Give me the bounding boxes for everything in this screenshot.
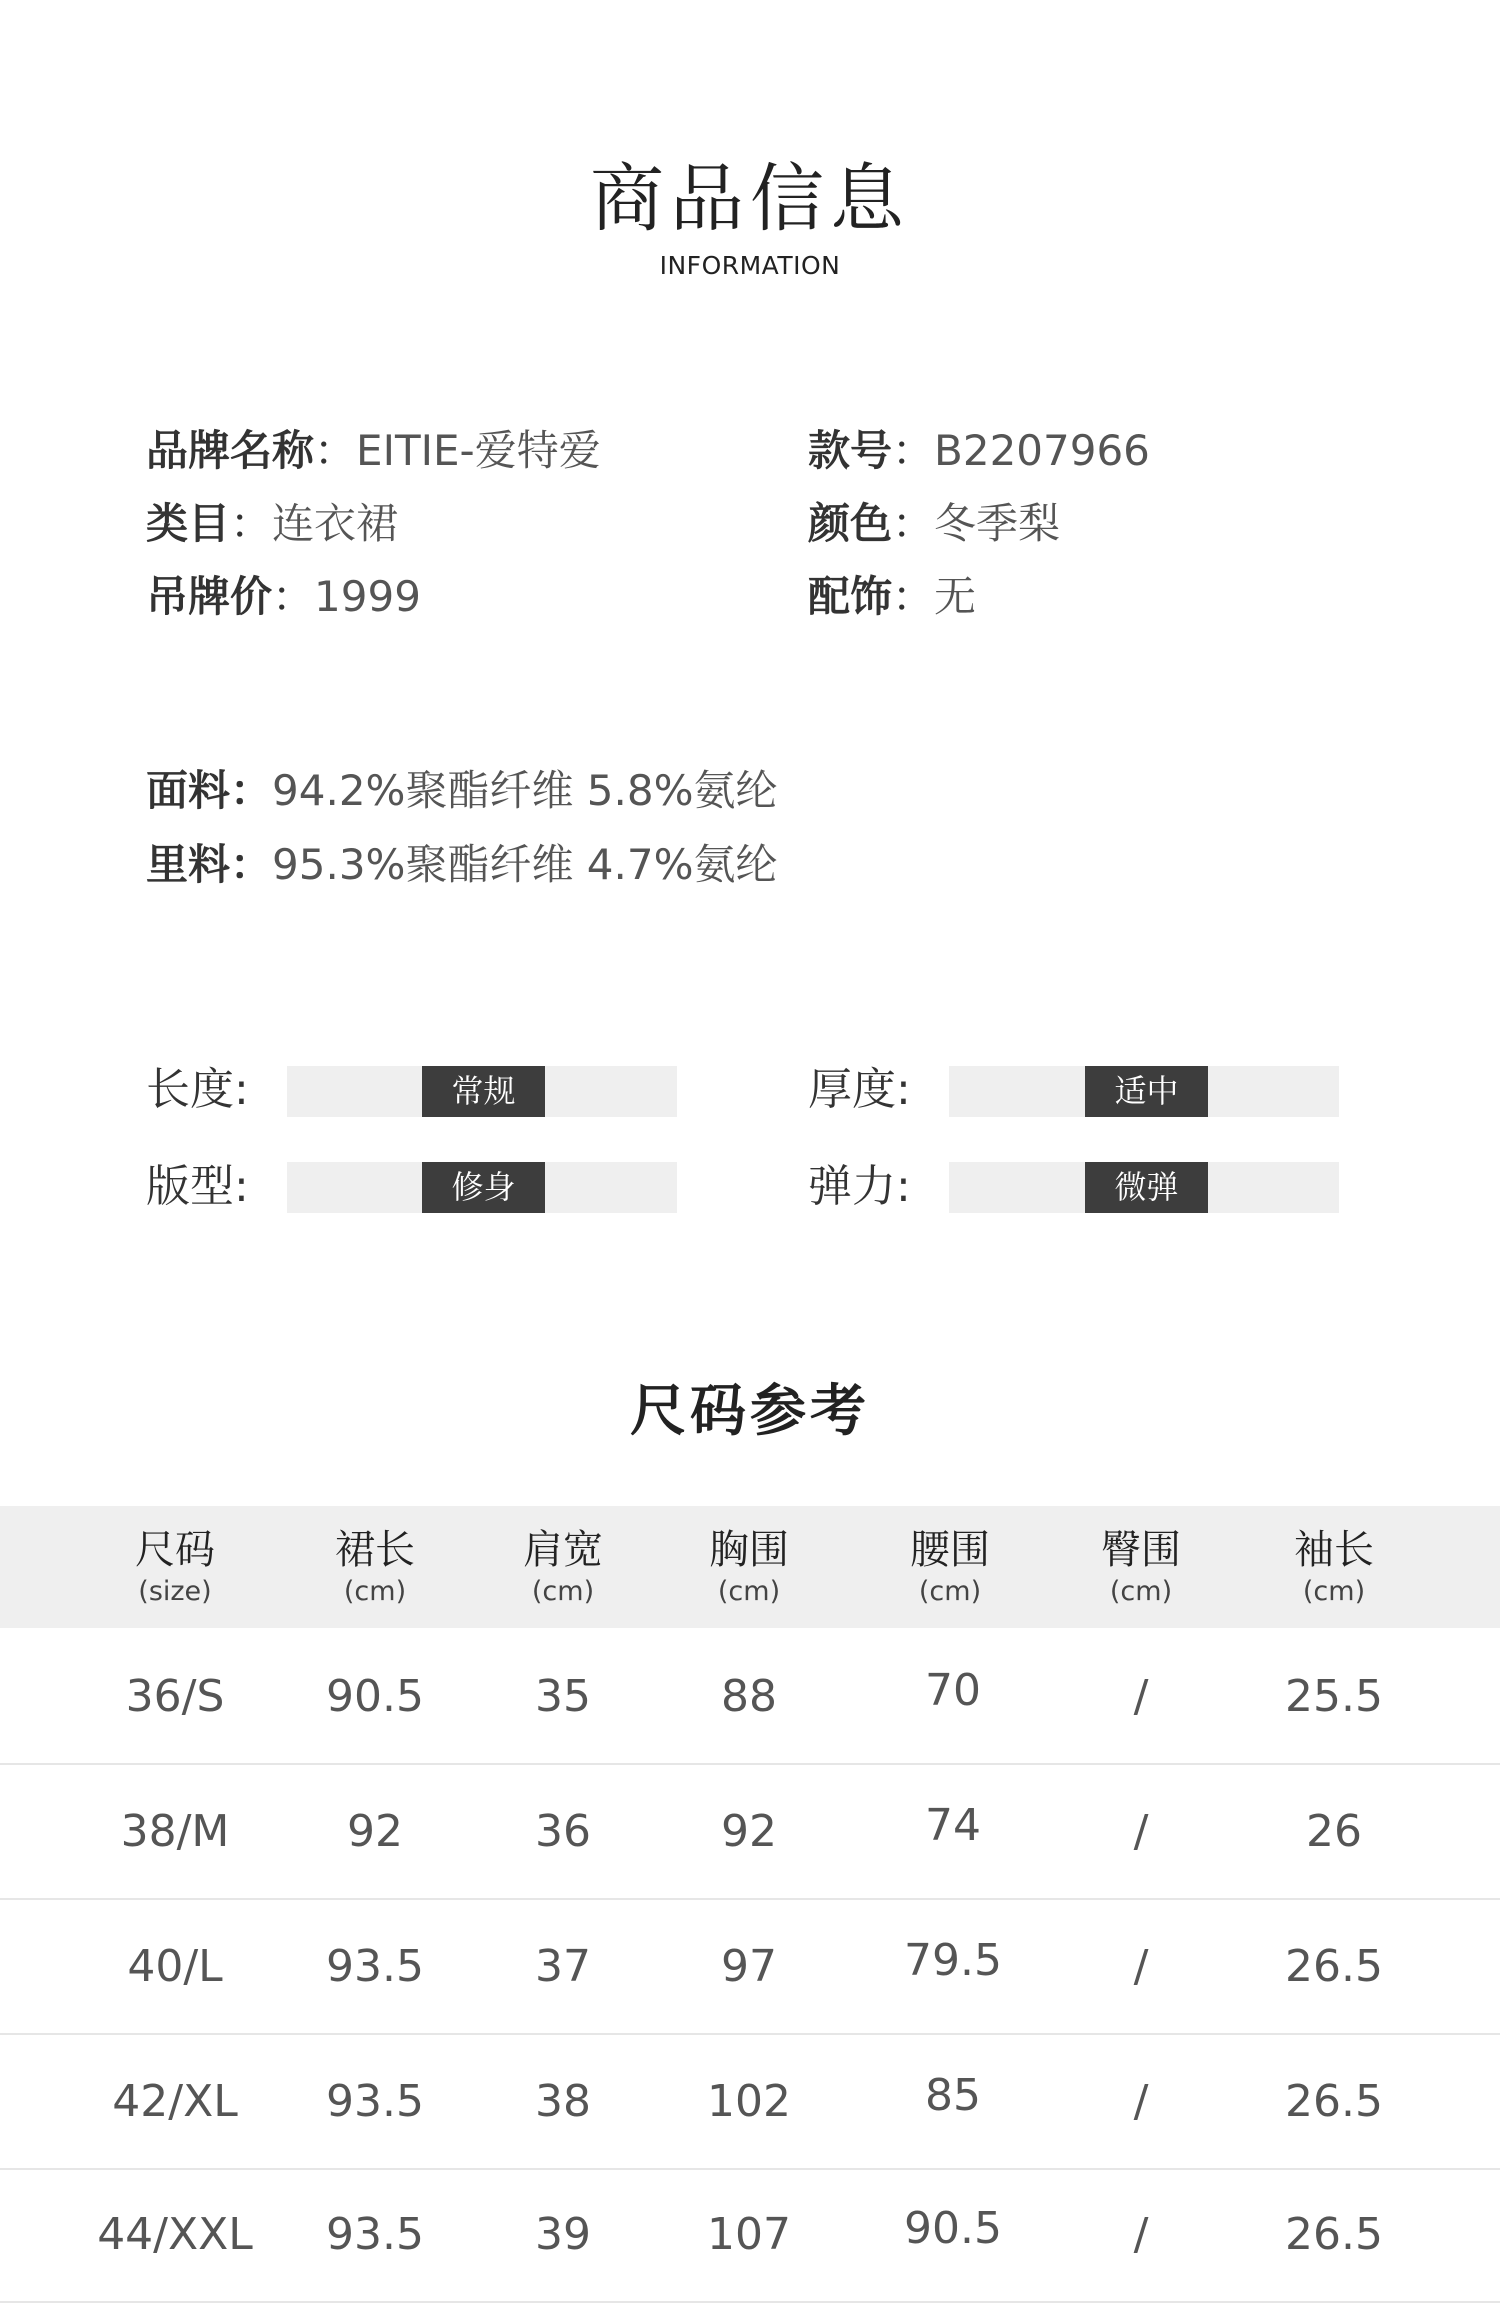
style-no-row: [808, 426, 1150, 475]
table-cell: /: [1133, 1806, 1149, 1857]
column-header: [1234, 1506, 1434, 1605]
table-cell: 25.5: [1285, 1671, 1383, 1722]
column-unit: (cm): [1302, 1576, 1366, 1607]
column-unit: (cm): [717, 1576, 781, 1607]
table-cell: 38/M: [120, 1806, 230, 1857]
thickness-label-text: 厚度: [808, 1064, 896, 1115]
lining-fabric-row: [146, 840, 778, 889]
outer-fabric-value: 94.2%聚酯纤维 5.8%氨纶: [272, 766, 778, 815]
brand-row: [146, 426, 601, 475]
stretch-label-text: 弹力: [808, 1161, 896, 1212]
table-cell: 93.5: [326, 2076, 424, 2127]
table-row: [0, 1630, 1500, 1765]
table-cell: 102: [707, 2076, 791, 2127]
table-row: [0, 1765, 1500, 1900]
table-cell: 26.5: [1285, 2076, 1383, 2127]
table-cell: /: [1133, 2209, 1149, 2260]
table-cell: 36: [535, 1806, 591, 1857]
page-subtitle: INFORMATION: [659, 251, 841, 280]
table-cell: 85: [925, 2070, 981, 2121]
table-row: [0, 1900, 1500, 2035]
accessory-label: 配饰: [808, 572, 893, 621]
accessory-row: [808, 572, 977, 621]
color-row: [808, 499, 1061, 548]
table-cell: 40/L: [127, 1941, 223, 1992]
table-cell: 90.5: [326, 1671, 424, 1722]
price-separator: ：: [272, 572, 315, 621]
thickness-bar: [949, 1066, 1339, 1117]
table-cell: 26: [1306, 1806, 1362, 1857]
stretch-chip: 微弹: [1085, 1162, 1208, 1213]
fit-bar: [287, 1162, 677, 1213]
table-cell: /: [1133, 1671, 1149, 1722]
table-cell: 74: [925, 1800, 981, 1851]
stretch-bar: [949, 1162, 1339, 1213]
price-row: [146, 572, 421, 621]
table-cell: 90.5: [904, 2203, 1002, 2254]
color-label: 颜色: [808, 499, 893, 548]
page-title: 商品信息: [590, 156, 910, 242]
outer-fabric-row: [146, 766, 778, 815]
table-cell: 37: [535, 1941, 591, 1992]
table-cell: 26.5: [1285, 2209, 1383, 2260]
brand-value: EITIE-爱特爱: [356, 426, 601, 475]
column-name: 裙长: [335, 1527, 415, 1573]
length-label: [146, 1064, 249, 1115]
table-cell: 70: [925, 1665, 981, 1716]
length-separator: :: [234, 1064, 249, 1115]
column-header: [275, 1506, 475, 1605]
thickness-chip: 适中: [1085, 1066, 1208, 1117]
table-cell: 38: [535, 2076, 591, 2127]
table-cell: 26.5: [1285, 1941, 1383, 1992]
column-unit: (size): [138, 1576, 212, 1607]
column-name: 尺码: [135, 1527, 215, 1573]
column-name: 臀围: [1101, 1527, 1181, 1573]
column-unit: (cm): [918, 1576, 982, 1607]
stretch-label: [808, 1161, 911, 1212]
brand-label: 品牌名称: [146, 426, 315, 475]
table-cell: 93.5: [326, 1941, 424, 1992]
length-bar: [287, 1066, 677, 1117]
column-unit: (cm): [343, 1576, 407, 1607]
style-no-label: 款号: [808, 426, 893, 475]
table-row: [0, 2168, 1500, 2303]
category-label: 类目: [146, 499, 231, 548]
table-cell: 42/XL: [112, 2076, 238, 2127]
style-no-separator: ：: [892, 426, 935, 475]
fit-label: [146, 1161, 249, 1212]
table-cell: 97: [721, 1941, 777, 1992]
column-header: [463, 1506, 663, 1605]
column-header: [850, 1506, 1050, 1605]
table-cell: 107: [707, 2209, 791, 2260]
table-cell: 44/XXL: [97, 2209, 253, 2260]
table-cell: 79.5: [904, 1935, 1002, 1986]
price-value: 1999: [314, 572, 421, 621]
outer-fabric-separator: ：: [230, 766, 273, 815]
category-value: 连衣裙: [272, 499, 399, 548]
column-header: [649, 1506, 849, 1605]
brand-separator: ：: [314, 426, 357, 475]
fit-label-text: 版型: [146, 1161, 234, 1212]
color-value: 冬季梨: [934, 499, 1061, 548]
table-cell: 88: [721, 1671, 777, 1722]
table-cell: /: [1133, 2076, 1149, 2127]
table-cell: 35: [535, 1671, 591, 1722]
table-cell: 92: [721, 1806, 777, 1857]
column-name: 胸围: [709, 1527, 789, 1573]
lining-fabric-label: 里料: [146, 840, 231, 889]
category-row: [146, 499, 399, 548]
accessory-value: 无: [934, 572, 977, 621]
length-chip: 常规: [422, 1066, 545, 1117]
outer-fabric-label: 面料: [146, 766, 231, 815]
thickness-label: [808, 1064, 911, 1115]
stretch-separator: :: [896, 1161, 911, 1212]
thickness-separator: :: [896, 1064, 911, 1115]
accessory-separator: ：: [892, 572, 935, 621]
table-cell: 39: [535, 2209, 591, 2260]
table-cell: 92: [347, 1806, 403, 1857]
column-name: 腰围: [910, 1527, 990, 1573]
style-no-value: B2207966: [934, 426, 1150, 475]
column-unit: (cm): [1109, 1576, 1173, 1607]
lining-fabric-separator: ：: [230, 840, 273, 889]
category-separator: ：: [230, 499, 273, 548]
length-label-text: 长度: [146, 1064, 234, 1115]
table-cell: 36/S: [125, 1671, 225, 1722]
column-name: 肩宽: [523, 1527, 603, 1573]
table-row: [0, 2035, 1500, 2170]
size-table-title: 尺码参考: [630, 1379, 870, 1444]
size-table-header: [0, 1506, 1500, 1628]
fit-separator: :: [234, 1161, 249, 1212]
table-cell: 93.5: [326, 2209, 424, 2260]
column-header: [75, 1506, 275, 1605]
column-name: 袖长: [1294, 1527, 1374, 1573]
price-label: 吊牌价: [146, 572, 273, 621]
fit-chip: 修身: [422, 1162, 545, 1213]
table-cell: /: [1133, 1941, 1149, 1992]
column-unit: (cm): [531, 1576, 595, 1607]
lining-fabric-value: 95.3%聚酯纤维 4.7%氨纶: [272, 840, 778, 889]
color-separator: ：: [892, 499, 935, 548]
column-header: [1041, 1506, 1241, 1605]
